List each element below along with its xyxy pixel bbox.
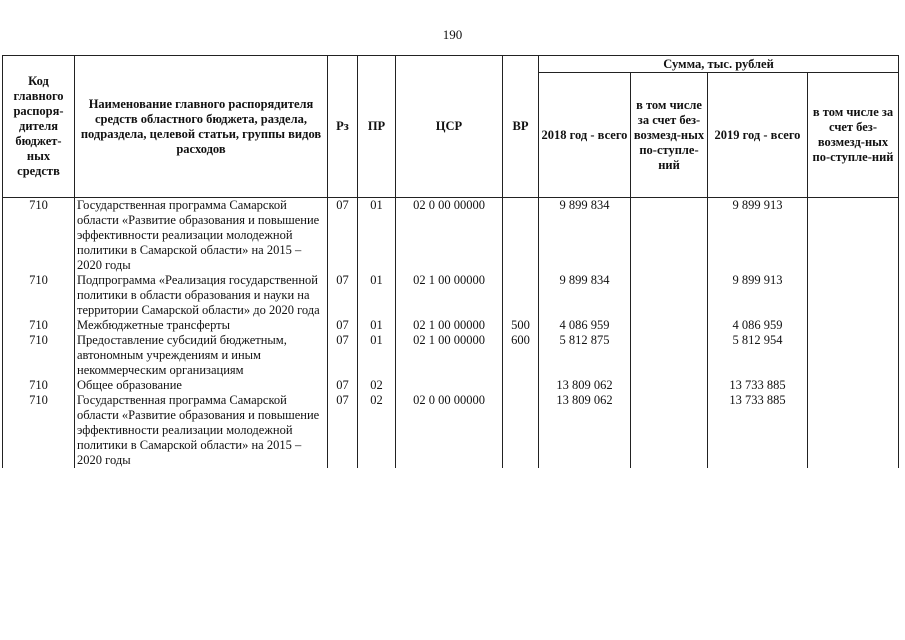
row-vr <box>503 378 539 393</box>
row-pr: 01 <box>358 198 396 274</box>
row-rz: 07 <box>328 318 358 333</box>
row-code: 710 <box>3 378 75 393</box>
header-sum: Сумма, тыс. рублей <box>539 56 899 73</box>
row-rz: 07 <box>328 333 358 378</box>
row-2019-free <box>808 378 899 393</box>
row-vr <box>503 198 539 274</box>
row-2018-total: 9 899 834 <box>539 273 631 318</box>
row-rz: 07 <box>328 393 358 468</box>
row-vr <box>503 393 539 468</box>
row-pr: 02 <box>358 393 396 468</box>
row-csr: 02 1 00 00000 <box>396 273 503 318</box>
row-2018-total: 5 812 875 <box>539 333 631 378</box>
row-2019-total: 5 812 954 <box>708 333 808 378</box>
budget-table <box>2 55 899 468</box>
row-2019-free <box>808 333 899 378</box>
row-csr <box>396 378 503 393</box>
row-name: Межбюджетные трансферты <box>75 318 328 333</box>
row-2019-free <box>808 393 899 468</box>
table-row <box>3 198 899 274</box>
row-2018-total: 9 899 834 <box>539 198 631 274</box>
header-2019-free: в том числе за счет без-возмезд-ных по-ступле-ний <box>808 73 899 198</box>
table-row <box>3 273 899 318</box>
row-code: 710 <box>3 318 75 333</box>
header-name: Наименование главного распорядителя средств областного бюджета, раздела, подраздела, целевой статьи, группы видов расходов <box>75 56 328 198</box>
row-rz: 07 <box>328 378 358 393</box>
row-csr: 02 1 00 00000 <box>396 318 503 333</box>
row-vr: 600 <box>503 333 539 378</box>
row-2019-free <box>808 198 899 274</box>
row-2019-total: 9 899 913 <box>708 273 808 318</box>
row-rz: 07 <box>328 198 358 274</box>
row-pr: 01 <box>358 273 396 318</box>
row-2018-total: 13 809 062 <box>539 378 631 393</box>
row-name: Предоставление субсидий бюджетным, автономным учреждениям и иным некоммерческим организациям <box>75 333 328 378</box>
row-rz: 07 <box>328 273 358 318</box>
row-name: Государственная программа Самарской области «Развитие образования и повышение эффективности реализации молодежной политики в Самарской области» на 2015 – 2020 годы <box>75 393 328 468</box>
header-2019-total: 2019 год - всего <box>708 73 808 198</box>
row-code: 710 <box>3 273 75 318</box>
header-csr: ЦСР <box>396 56 503 198</box>
row-2018-free <box>631 378 708 393</box>
row-2018-total: 4 086 959 <box>539 318 631 333</box>
row-pr: 01 <box>358 318 396 333</box>
page-number: 190 <box>442 27 463 42</box>
row-2018-free <box>631 333 708 378</box>
header-vr: ВР <box>503 56 539 198</box>
row-csr: 02 0 00 00000 <box>396 393 503 468</box>
row-2019-total: 13 733 885 <box>708 378 808 393</box>
row-2019-free <box>808 318 899 333</box>
row-2018-free <box>631 318 708 333</box>
row-code: 710 <box>3 333 75 378</box>
table-row <box>3 378 899 393</box>
header-2018-free: в том числе за счет без-возмезд-ных по-ступле-ний <box>631 73 708 198</box>
row-name: Общее образование <box>75 378 328 393</box>
header-pr: ПР <box>358 56 396 198</box>
row-pr: 02 <box>358 378 396 393</box>
header-rz: Рз <box>328 56 358 198</box>
table-row <box>3 333 899 378</box>
row-2019-total: 9 899 913 <box>708 198 808 274</box>
row-vr <box>503 273 539 318</box>
row-2018-free <box>631 393 708 468</box>
row-csr: 02 0 00 00000 <box>396 198 503 274</box>
row-name: Государственная программа Самарской области «Развитие образования и повышение эффективности реализации молодежной политики в Самарской области» на 2015 – 2020 годы <box>75 198 328 274</box>
table-row <box>3 393 899 468</box>
row-2018-total: 13 809 062 <box>539 393 631 468</box>
row-code: 710 <box>3 198 75 274</box>
row-2019-free <box>808 273 899 318</box>
row-2019-total: 13 733 885 <box>708 393 808 468</box>
row-2019-total: 4 086 959 <box>708 318 808 333</box>
row-2018-free <box>631 273 708 318</box>
row-code: 710 <box>3 393 75 468</box>
table-row <box>3 318 899 333</box>
row-csr: 02 1 00 00000 <box>396 333 503 378</box>
header-code: Код главного распоря-дителя бюджет-ных средств <box>3 56 75 198</box>
row-pr: 01 <box>358 333 396 378</box>
row-2018-free <box>631 198 708 274</box>
header-2018-total: 2018 год - всего <box>539 73 631 198</box>
row-vr: 500 <box>503 318 539 333</box>
row-name: Подпрограмма «Реализация государственной политики в области образования и науки на территории Самарской области» до 2020 года <box>75 273 328 318</box>
